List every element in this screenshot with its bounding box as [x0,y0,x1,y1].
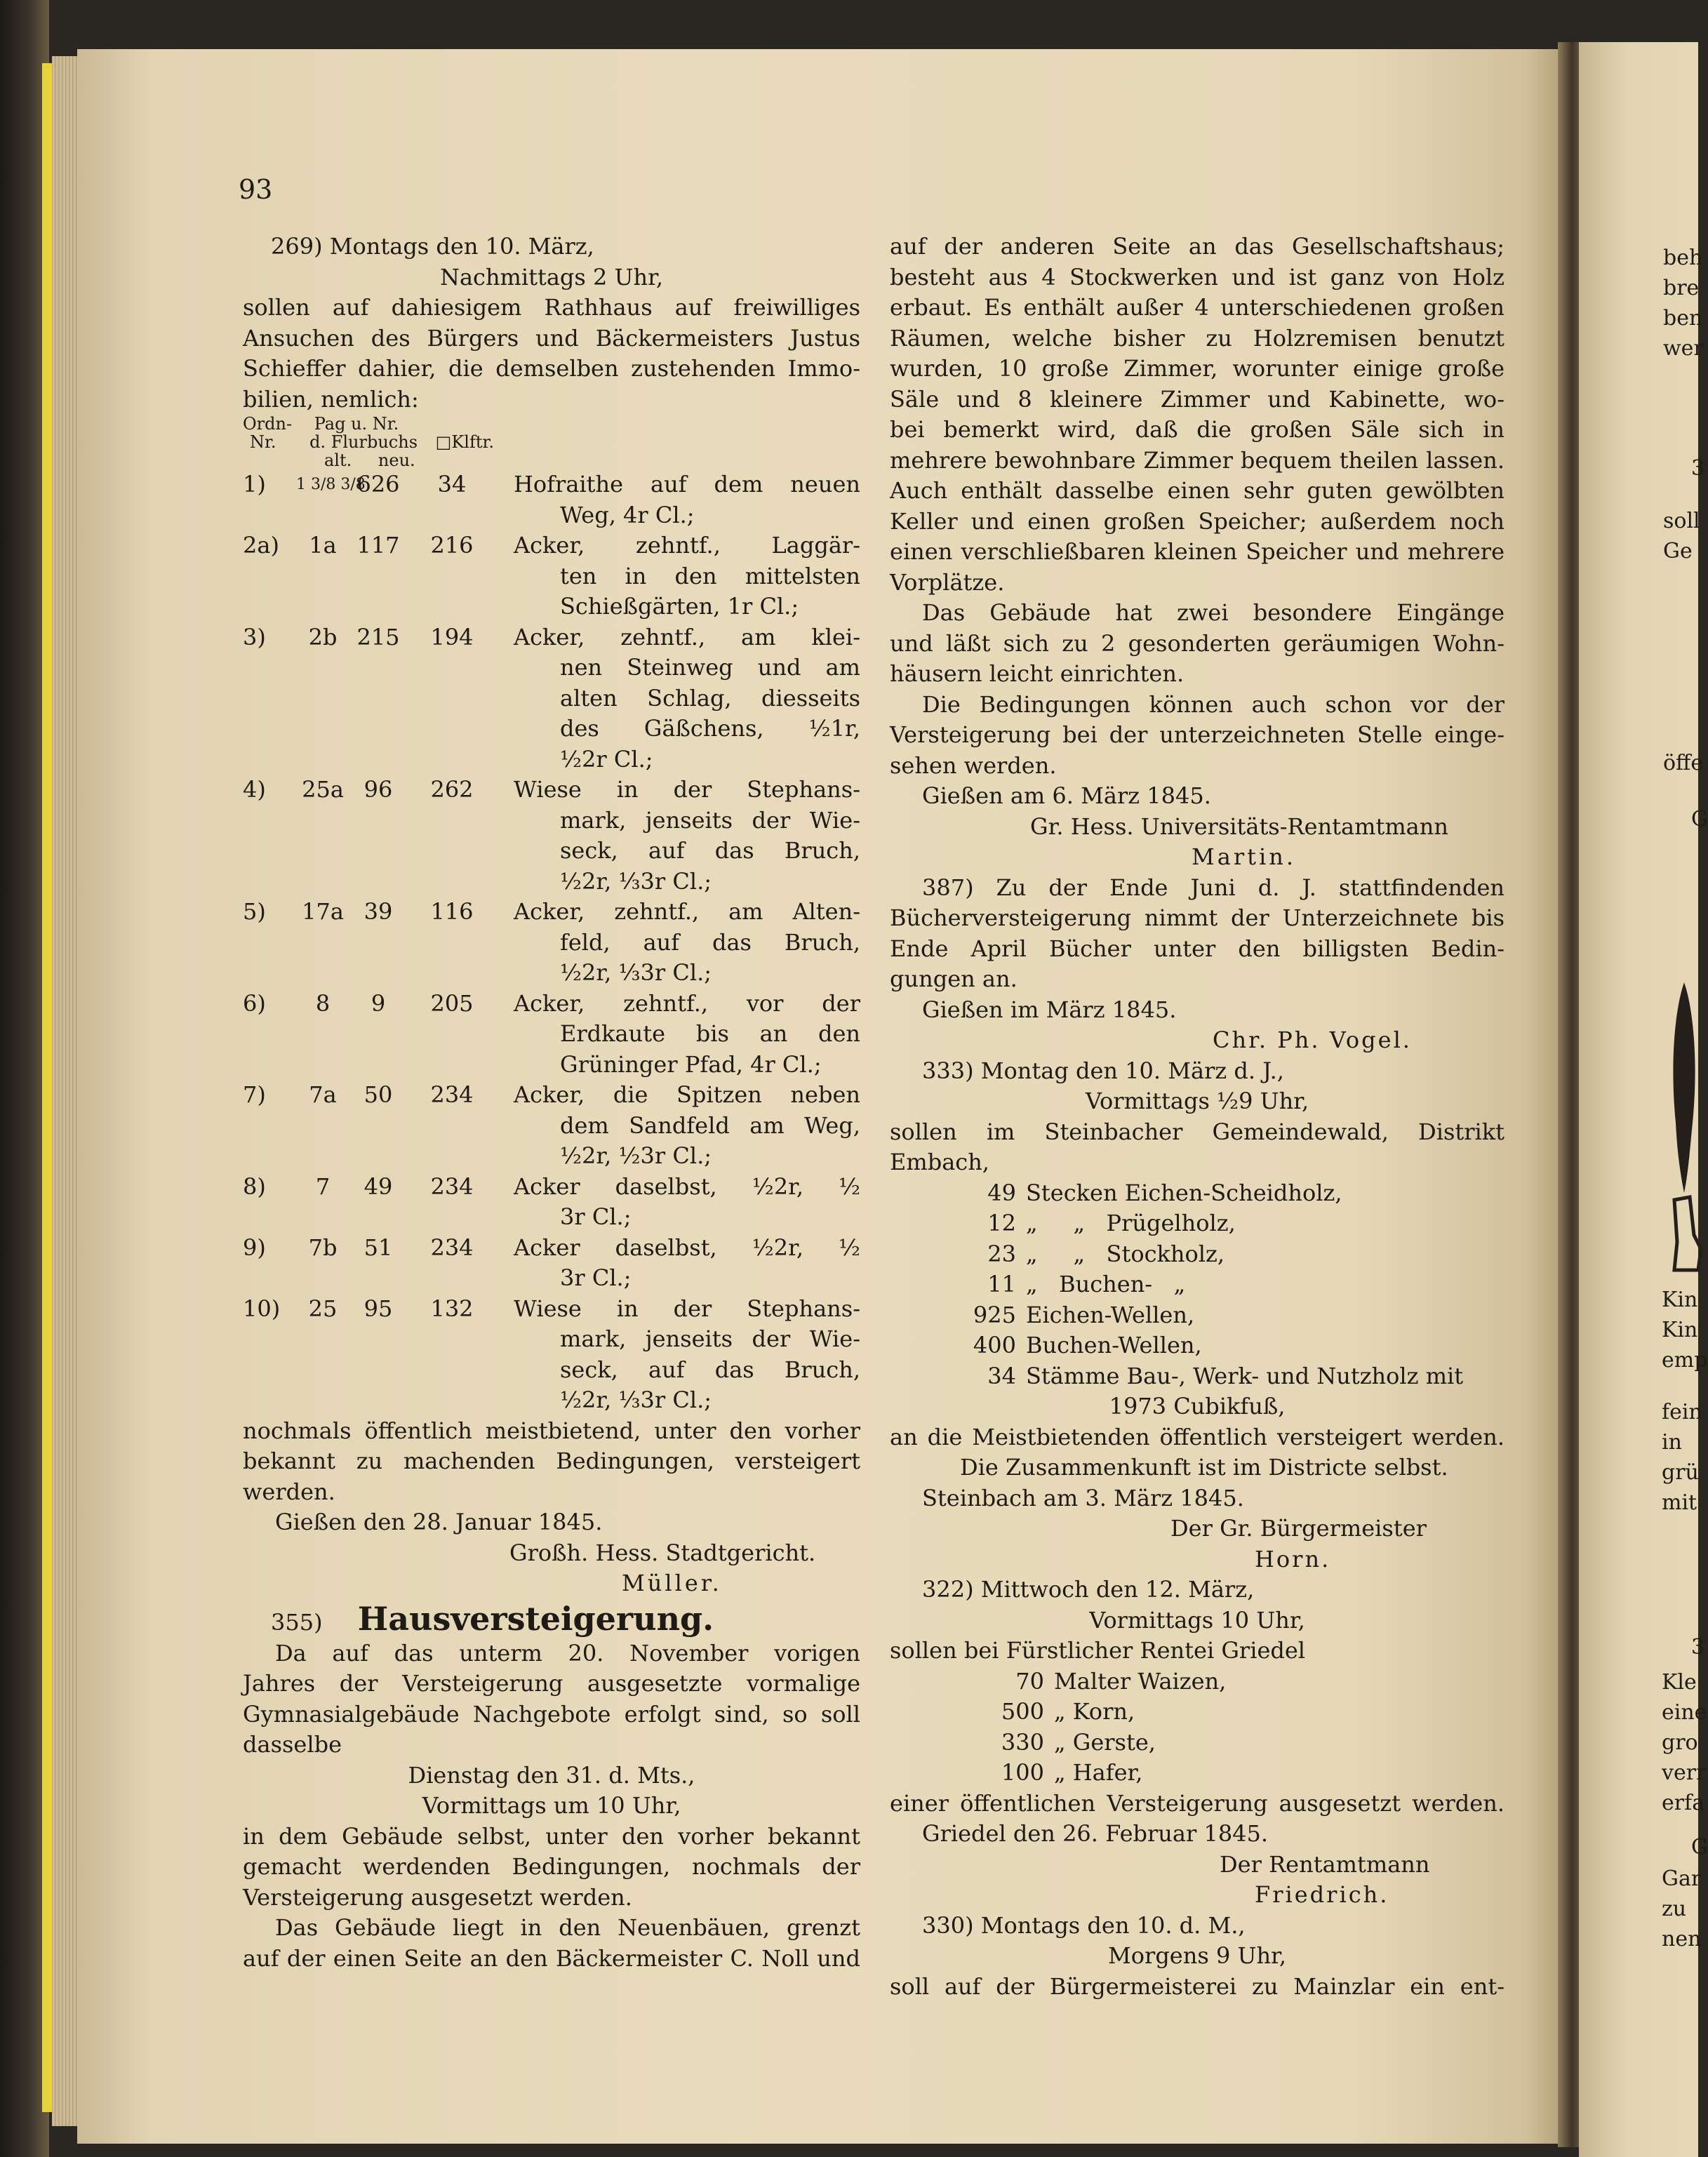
item-quantity: 400 [973,1332,1016,1358]
list-item [890,1208,1504,1239]
row-klafter: 205 [430,989,474,1017]
item-text: „ Gerste, [1054,1728,1156,1756]
row-klafter: 262 [430,776,474,803]
row-description-cont: 3r Cl.; [560,1203,632,1230]
notice-333-meeting: Die Zusammenkunft ist im Districte selbst. [960,1454,1448,1481]
notice-322-signature: Friedrich. [1255,1881,1389,1908]
boot-illustration [1670,1193,1701,1277]
notice-355-para3-2: Versteigerung bei der unterzeichneten Stelle einge- [890,721,1504,748]
row-klafter: 116 [430,898,474,925]
notice-269-authority: Großh. Hess. Stadtgericht. [509,1539,816,1566]
row-description-cont: Grüninger Pfad, 4r Cl.; [560,1050,822,1078]
notice-355-number: 355) [271,1608,323,1636]
notice-355-signature: Martin. [1192,843,1297,870]
row-description: Acker, die Spitzen neben [514,1081,860,1108]
row-description-cont: ½2r, ½3r Cl.; [560,1142,712,1169]
notice-387-body-4: gungen an. [890,966,1018,992]
notice-269-date: 269) Montags den 10. März, [271,233,594,260]
table-row [243,469,860,500]
notice-269-body-4: bilien, nemlich: [243,385,419,413]
item-quantity: 100 [1001,1759,1044,1786]
notice-355-cont-12: Vorplätze. [890,568,1005,596]
right-fragment: beh [1663,246,1703,270]
right-fragment: in [1662,1430,1682,1455]
notice-269-closing-3: werden. [243,1478,335,1505]
row-new-nr: 95 [363,1295,393,1322]
list-item [890,1361,1504,1392]
notice-269-place-date: Gießen den 28. Januar 1845. [275,1509,603,1535]
item-text: Malter Waizen, [1054,1667,1227,1695]
right-fragment: bre [1663,276,1700,300]
row-old-nr: 7b [308,1234,338,1261]
notice-269-closing-1: nochmals öffentlich meistbietend, unter den vorher [243,1417,860,1444]
notice-355-cont-1: auf der anderen Seite an das Gesellschaftshaus; [890,233,1504,260]
notice-330-date: 330) Montags den 10. d. M., [922,1911,1246,1939]
right-fragment: Gar [1662,1866,1702,1891]
row-klafter: 194 [430,623,474,650]
row-description-cont: Erdkaute bis an den [560,1020,860,1047]
notice-330-body: soll auf der Bürgermeisterei zu Mainzlar ein ent- [890,1972,1504,2000]
row-new-nr: 51 [363,1234,393,1261]
notice-355-body-7: Versteigerung ausgesetzt werden. [243,1883,632,1911]
row-description-cont: ten in den mittelsten [560,562,860,589]
right-fragment: gro [1662,1730,1698,1755]
notice-333-place-date: Steinbach am 3. März 1845. [922,1484,1244,1511]
notice-355-body-5: in dem Gebäude selbst, unter den vorher bekannt [243,1822,860,1850]
item-text: Buchen-Wellen, [1026,1332,1202,1358]
row-description: Acker, zehntf., am Alten- [514,898,860,925]
row-new-nr: 626 [356,471,400,497]
item-text: Eichen-Wellen, [1026,1301,1195,1328]
right-fragment: grü [1662,1460,1699,1485]
notice-387-place-date: Gießen im März 1845. [922,996,1177,1023]
table-header-3 [243,451,860,469]
item-quantity: 11 [987,1271,1016,1297]
item-text: Stecken Eichen-Scheidholz, [1026,1179,1342,1206]
row-description-cont: mark, jenseits der Wie- [560,806,860,834]
right-fragment: Kin [1662,1288,1698,1312]
notice-355-date: Dienstag den 31. d. Mts., [408,1761,695,1789]
row-description: Acker daselbst, ½2r, ½ [514,1173,860,1200]
notice-355-body-9: auf der einen Seite an den Bäckermeister C. Noll und [243,1944,860,1972]
row-description-cont: seck, auf das Bruch, [560,1356,860,1383]
notice-355-cont-6: Säle und 8 kleinere Zimmer und Kabinette, wo- [890,385,1504,413]
notice-355-cont-5: wurden, 10 große Zimmer, worunter einige große [890,355,1504,382]
row-old-nr: 8 [315,989,331,1017]
notice-333-time: Vormittags ½9 Uhr, [1085,1088,1309,1114]
row-description-cont: Weg, 4r Cl.; [560,501,695,528]
list-item [890,1330,1504,1361]
item-quantity: 925 [973,1301,1016,1328]
right-fragment: emp [1662,1348,1708,1373]
notice-269-time: Nachmittags 2 Uhr, [439,263,664,291]
right-fragment: G [1691,807,1708,832]
notice-322-time: Vormittags 10 Uhr, [1089,1606,1305,1634]
table-header-pag: Pag u. Nr. [314,414,399,434]
notice-330-time: Morgens 9 Uhr, [1107,1942,1286,1969]
row-number: 6) [243,989,266,1017]
right-fragment: wer [1663,336,1704,361]
row-number: 3) [243,623,266,650]
list-item [890,1269,1504,1300]
row-description-cont: ½2r, ⅓3r Cl.; [560,867,712,895]
list-item [890,1758,1504,1789]
notice-322-body: sollen bei Fürstlicher Rentei Griedel [890,1637,1306,1664]
table-header-nr: Nr. [250,432,276,452]
notice-355-time: Vormittags um 10 Uhr, [422,1792,681,1819]
row-description-cont: ½2r, ⅓3r Cl.; [560,1387,712,1413]
row-description: Acker, zehntf., Laggär- [514,532,860,559]
table-row [243,622,860,653]
notice-387-body-2: Bücherversteigerung nimmt der Unterzeichnete bis [890,904,1504,931]
row-new-nr: 9 [371,989,386,1017]
right-fragment: erfa [1662,1791,1705,1815]
right-fragment: zu [1662,1897,1687,1921]
row-old-nr: 7a [309,1081,337,1108]
notice-355-place-date: Gießen am 6. März 1845. [922,782,1211,809]
notice-269-body-3: Schieffer dahier, die demselben zustehenden Immo- [243,355,860,382]
notice-333-date: 333) Montag den 10. März d. J., [922,1057,1284,1084]
table-header-neu: neu. [378,450,415,470]
notice-355-body-4: dasselbe [243,1731,342,1758]
row-description: Wiese in der Stephans- [514,776,860,803]
row-old-nr: 25a [302,776,344,803]
table-header-2 [243,433,860,451]
row-description-cont: seck, auf das Bruch, [560,837,860,864]
notice-355-body-1: Da auf das unterm 20. November vorigen [275,1639,860,1667]
row-old-nr: 25 [308,1295,338,1322]
row-description-cont: 3r Cl.; [560,1264,632,1291]
notice-322-place-date: Griedel den 26. Februar 1845. [922,1820,1269,1847]
notice-387-signature: Chr. Ph. Vogel. [1213,1027,1412,1053]
left-column [243,232,860,1974]
list-item [890,1667,1504,1697]
row-description: Acker daselbst, ½2r, ½ [514,1234,860,1261]
row-old-nr: 2b [308,623,338,650]
notice-322-closing: einer öffentlichen Versteigerung ausgesetzt werden. [890,1789,1504,1817]
list-item [890,1300,1504,1331]
row-old-nr: 17a [302,898,344,925]
right-fragment: Kin [1662,1318,1698,1342]
row-number: 5) [243,898,266,925]
item-quantity: 34 [987,1362,1016,1389]
row-klafter: 234 [430,1173,474,1200]
right-fragment: nen [1662,1927,1702,1951]
notice-322-date: 322) Mittwoch den 12. März, [922,1576,1255,1603]
row-description-cont: des Gäßchens, ½1r, [560,715,860,742]
right-fragment: 3 [1691,456,1705,481]
row-description-cont: ½2r Cl.; [560,745,653,773]
right-fragment: ben [1663,306,1703,330]
row-old-nr: 7 [315,1173,331,1200]
notice-355-cont-2: besteht aus 4 Stockwerken und ist ganz von Holz [890,263,1504,291]
row-description-cont: nen Steinweg und am [560,654,860,681]
notice-269-closing-2: bekannt zu machenden Bedingungen, versteigert [243,1448,860,1474]
table-row [243,1233,860,1264]
row-new-nr: 215 [356,623,400,650]
notice-355-para2-1: Das Gebäude hat zwei besondere Eingänge [922,599,1504,626]
table-header-flurbuch: d. Flurbuchs [309,432,418,452]
table-row [243,1172,860,1203]
row-number: 1) [243,471,266,497]
right-fragment: Kle [1662,1670,1697,1695]
table-row [243,530,860,561]
right-fragment: soll [1663,509,1700,533]
notice-355-para3-3: sehen werden. [890,752,1057,779]
row-description-cont: feld, auf das Bruch, [560,928,860,956]
notice-387-body-1: 387) Zu der Ende Juni d. J. stattfindenden [922,874,1504,901]
row-new-nr: 117 [356,532,400,559]
notice-355-body-3: Gymnasialgebäude Nachgebote erfolgt sind, so soll [243,1700,860,1728]
notice-333-items-cont: 1973 Cubikfuß, [1109,1393,1286,1420]
table-row [243,989,860,1020]
row-klafter: 34 [437,471,467,497]
row-description: Acker, zehntf., vor der [514,989,860,1017]
table-row [243,1294,860,1325]
row-description-cont: Schießgärten, 1r Cl.; [560,593,799,620]
right-fragment: fein [1662,1400,1702,1424]
row-number: 2a) [243,532,279,559]
row-klafter: 234 [430,1234,474,1261]
item-text: „ „ Stockholz, [1026,1240,1225,1267]
notice-355-body-6: gemacht werdenden Bedingungen, nochmals der [243,1853,860,1880]
row-description-cont: ½2r, ⅓3r Cl.; [560,959,712,986]
row-description-cont: mark, jenseits der Wie- [560,1325,860,1352]
notice-355-cont-11: einen verschließbaren kleinen Speicher und mehrere [890,538,1504,565]
page-number: 93 [239,174,273,205]
item-text: Stämme Bau-, Werk- und Nutzholz mit [1026,1362,1464,1389]
row-number: 4) [243,776,266,803]
row-description: Hofraithe auf dem neuen [514,471,860,497]
item-text: „ Buchen- „ [1026,1271,1186,1297]
table-header-1 [243,415,860,433]
row-new-nr: 96 [363,776,393,803]
item-text: „ Korn, [1054,1698,1135,1725]
right-fragment: eine [1662,1700,1707,1725]
row-number: 7) [243,1081,266,1108]
notice-355-para3-1: Die Bedingungen können auch schon vor der [922,690,1504,718]
notice-333-body-1: sollen im Steinbacher Gemeindewald, Distrikt [890,1118,1504,1145]
table-row [243,897,860,928]
row-number: 8) [243,1173,266,1200]
notice-269-signature: Müller. [622,1570,722,1596]
right-page [1579,42,1708,2157]
right-fragment: öffe [1663,751,1704,775]
notice-355-para2-2: und läßt sich zu 2 gesonderten geräumigen Wohn- [890,629,1504,657]
table-header-klftr: □Klftr. [435,432,494,452]
row-klafter: 234 [430,1081,474,1108]
notice-269-body-1: sollen auf dahiesigem Rathhaus auf freiwilliges [243,294,860,321]
notice-333-authority: Der Gr. Bürgermeister [1170,1515,1427,1542]
notice-355-title: Hausversteigerung. [357,1599,714,1638]
table-header-alt: alt. [324,450,352,470]
notice-333-closing: an die Meistbietenden öffentlich versteigert werden. [890,1423,1504,1450]
row-new-nr: 50 [363,1081,393,1108]
middle-column [890,232,1504,2002]
notice-322-authority: Der Rentamtmann [1220,1850,1430,1878]
right-fragment: mit [1662,1490,1697,1515]
item-quantity: 330 [1001,1728,1044,1756]
notice-355-cont-9: Auch enthält dasselbe einen sehr guten gewölbten [890,477,1504,504]
notice-355-heading [243,1599,860,1638]
list-item [890,1239,1504,1270]
right-fragment: Ge [1663,539,1693,563]
row-description: Acker, zehntf., am klei- [514,623,860,650]
table-row [243,775,860,806]
table-row [243,1080,860,1111]
item-text: „ „ Prügelholz, [1026,1210,1236,1236]
row-new-nr: 39 [363,898,393,925]
list-item [890,1697,1504,1728]
notice-355-cont-10: Keller und einen großen Speicher; außerdem noch [890,507,1504,535]
fish-illustration [1669,982,1700,1193]
row-description-cont: dem Sandfeld am Weg, [560,1111,860,1139]
notice-355-cont-3: erbaut. Es enthält außer 4 unterschiedenen großen [890,294,1504,321]
row-description: Wiese in der Stephans- [514,1295,860,1322]
notice-355-cont-4: Räumen, welche bisher zu Holzremisen benutzt [890,324,1504,352]
right-fragment: verr [1662,1761,1707,1785]
row-new-nr: 49 [363,1173,393,1200]
notice-269-body-2: Ansuchen des Bürgers und Bäckermeisters Justus [243,324,860,352]
item-text: „ Hafer, [1054,1759,1143,1786]
notice-355-para2-3: häusern leicht einrichten. [890,660,1185,687]
row-klafter: 132 [430,1295,474,1322]
list-item [890,1728,1504,1758]
notice-355-cont-7: bei bemerkt wird, daß die großen Säle sich in [890,416,1504,443]
notice-333-signature: Horn. [1255,1545,1331,1572]
item-quantity: 49 [987,1179,1016,1206]
row-old-nr: 1a [309,532,337,559]
notice-333-body-2: Embach, [890,1149,989,1175]
notice-355-body-8: Das Gebäude liegt in den Neuenbäuen, grenzt [275,1914,860,1941]
row-old-nr: 1 3/8 3/8 [296,476,366,493]
notice-355-authority: Gr. Hess. Universitäts-Rentamtmann [1030,813,1448,840]
table-header-ordn: Ordn- [243,414,293,434]
item-quantity: 500 [1001,1698,1044,1725]
notice-355-cont-8: mehrere bewohnbare Zimmer bequem theilen lassen. [890,446,1504,474]
right-fragment: 3 [1691,1635,1705,1660]
item-quantity: 12 [987,1210,1016,1236]
row-klafter: 216 [430,532,474,559]
item-quantity: 23 [987,1240,1016,1267]
page-stack-edge [52,56,80,2126]
right-fragment: G [1691,1835,1708,1859]
row-description-cont: alten Schlag, diesseits [560,684,860,712]
list-item [890,1178,1504,1209]
item-quantity: 70 [1015,1667,1044,1695]
row-number: 9) [243,1234,266,1261]
row-number: 10) [243,1295,281,1322]
notice-355-body-2: Jahres der Versteigerung ausgesetzte vormalige [243,1670,860,1697]
notice-387-body-3: Ende April Bücher unter den billigsten Bedin- [890,935,1504,962]
